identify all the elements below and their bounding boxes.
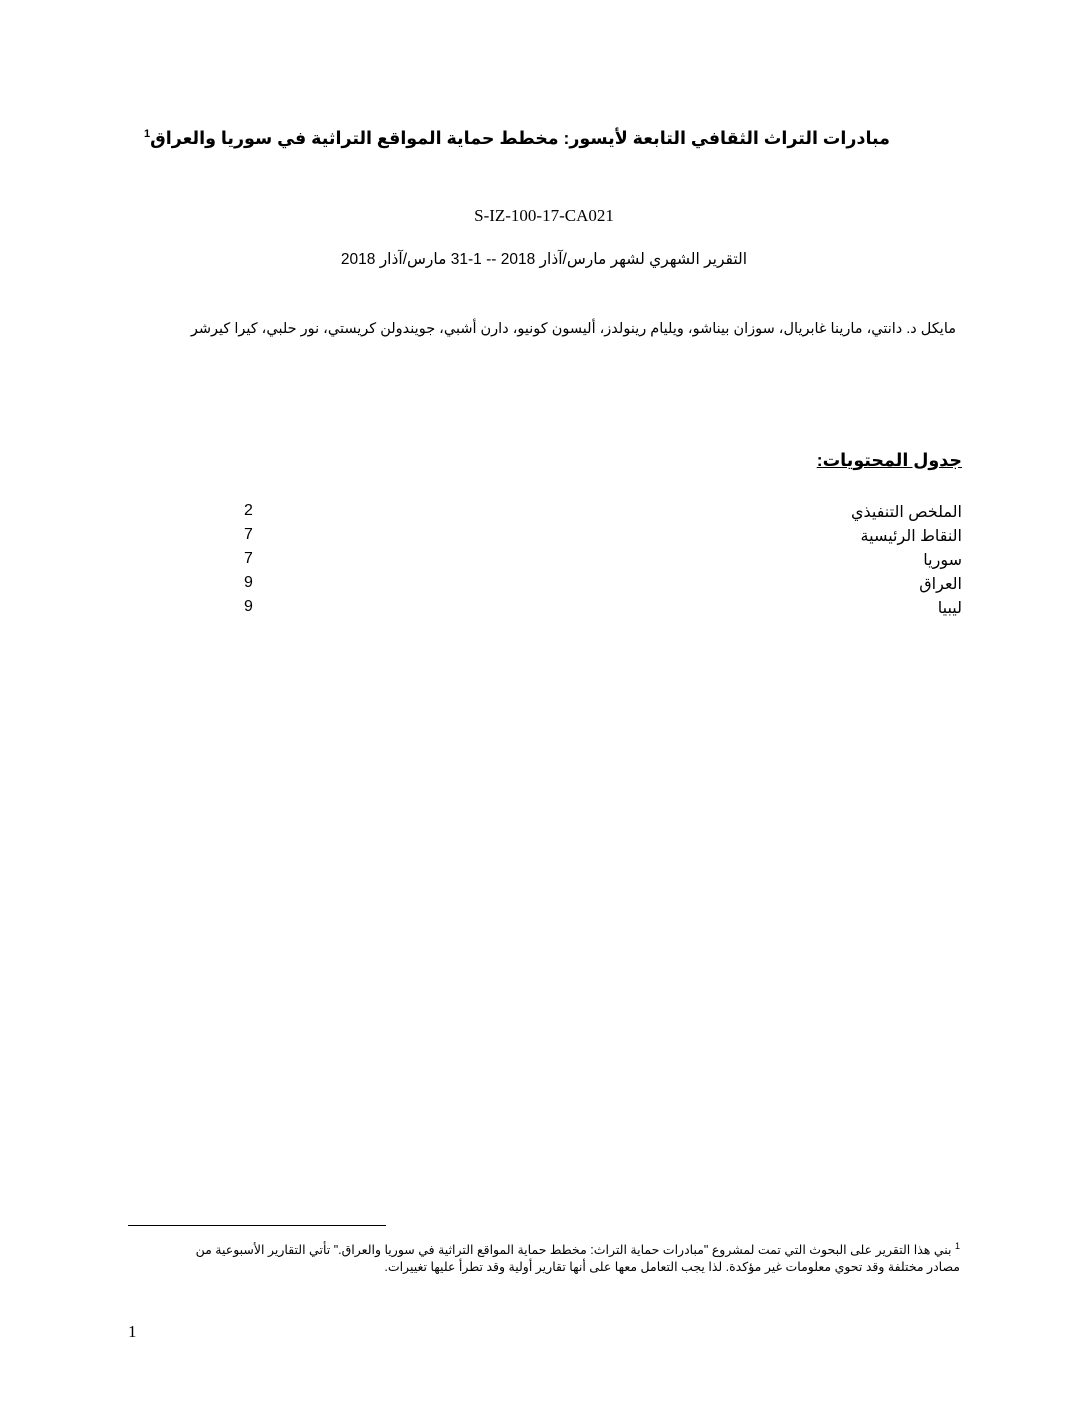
page-number: 1: [128, 1322, 137, 1341]
toc-item[interactable]: [232, 502, 962, 526]
toc-item-page[interactable]: 7: [244, 526, 253, 543]
footnote-marker: 1: [954, 1241, 960, 1251]
toc-item-page[interactable]: 7: [244, 550, 253, 567]
footnote-text: بني هذا التقرير على البحوث التي تمت لمشروع "مبادرات حماية التراث: مخطط حماية المواقع التراثية في سوريا والعراق." تأتي التقارير الأسبوعية من مصادر مختلفة وقد تحوي معلومات غير مؤكدة. لذا يجب التعامل معها على أنها تقارير أولية وقد تطرأ عليها تغييرات.: [195, 1243, 960, 1275]
toc-item[interactable]: [232, 598, 962, 622]
report-subtitle: التقرير الشهري لشهر مارس/آذار 2018 -- 1-31 مارس/آذار 2018: [340, 251, 748, 268]
report-code: S-IZ-100-17-CA021: [474, 206, 614, 225]
toc-heading: جدول المحتويات:: [816, 450, 962, 470]
authors-list: مايكل د. دانتي، مارينا غابريال، سوزان بيناشو، ويليام رينولدز، أليسون كونيو، دارن أشبي، جويندولن كريستي، نور حلبي، كيرا كيرشر: [190, 321, 956, 337]
toc-item-label[interactable]: النقاط الرئيسية: [860, 528, 962, 545]
document-title: [120, 128, 890, 149]
toc-item-label[interactable]: الملخص التنفيذي: [850, 504, 962, 521]
toc-item[interactable]: [232, 574, 962, 598]
toc-item-label[interactable]: ليبيا: [937, 600, 962, 617]
toc-item-page[interactable]: 9: [244, 598, 253, 615]
toc-item-label[interactable]: سوريا: [923, 552, 962, 569]
table-of-contents: [232, 502, 962, 622]
footnote: [170, 1238, 960, 1276]
toc-item-page[interactable]: 2: [244, 502, 253, 519]
title-footnote-ref[interactable]: 1: [143, 128, 151, 141]
toc-item[interactable]: [232, 550, 962, 574]
footnote-separator: [128, 1225, 386, 1226]
title-text: مبادرات التراث الثقافي التابعة لأيسور: مخطط حماية المواقع التراثية في سوريا والعراق: [150, 128, 890, 148]
toc-item-label[interactable]: العراق: [919, 576, 962, 593]
toc-item-page[interactable]: 9: [244, 574, 253, 591]
toc-item[interactable]: [232, 526, 962, 550]
